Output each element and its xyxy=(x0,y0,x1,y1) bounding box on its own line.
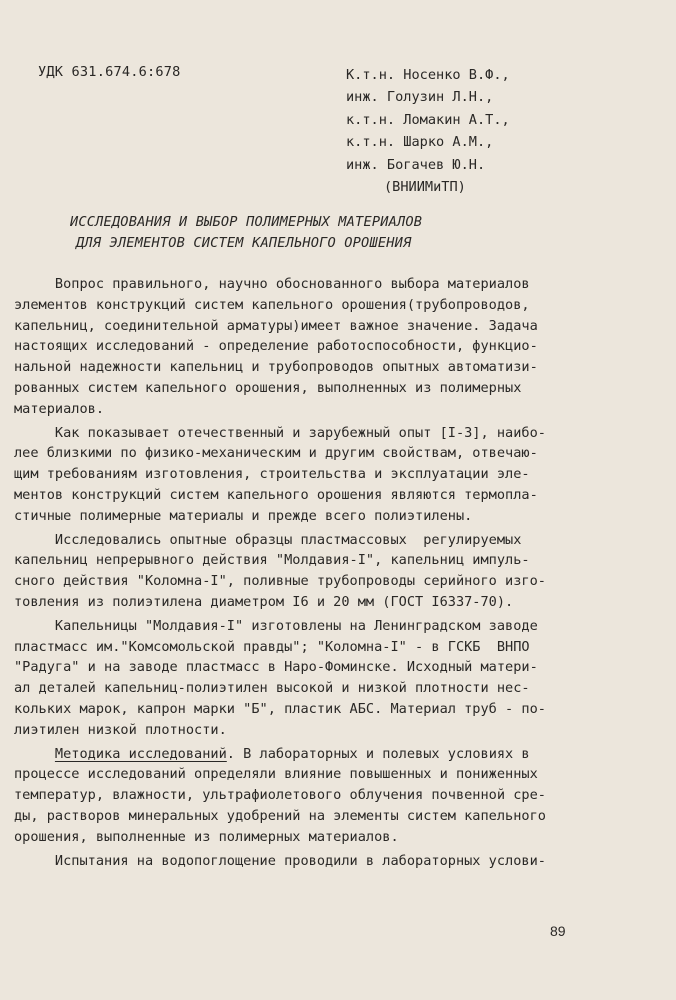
text-line: кольких марок, капрон марки "Б", пластик АБС. Материал труб - по- xyxy=(14,700,546,717)
text-line: пластмасс им."Комсомольской правды"; "Коломна-I" - в ГСКБ ВНПО xyxy=(14,638,530,655)
indent xyxy=(14,746,55,762)
text-line: Как показывает отечественный и зарубежный опыт [I-3], наибо- xyxy=(14,424,546,441)
author-line: к.т.н. Шарко А.М., xyxy=(346,134,494,151)
text-line: Испытания на водопоглощение проводили в лабораторных услови- xyxy=(14,852,546,869)
author-line: инж. Богачев Ю.Н. xyxy=(346,156,486,173)
text-line: лее близкими по физико-механическим и другим свойствам, отвечаю- xyxy=(14,445,538,462)
text-line: элементов конструкций систем капельного орошения(трубопроводов, xyxy=(14,296,530,313)
text-line: стичные полимерные материалы и прежде всего полиэтилены. xyxy=(14,507,473,524)
text-line: процессе исследований определяли влияние повышенных и пониженных xyxy=(14,766,538,783)
text-line: Исследовались опытные образцы пластмассовых регулируемых xyxy=(14,531,522,548)
text-line: ды, растворов минеральных удобрений на элементы систем капельного xyxy=(14,807,546,824)
text-line: настоящих исследований - определение работоспособности, функцио- xyxy=(14,338,538,355)
text-line: орошения, выполненные из полимерных материалов. xyxy=(14,828,399,845)
text-line: нальной надежности капельниц и трубопроводов опытных автоматизи- xyxy=(14,359,538,376)
text-line: сного действия "Коломна-I", поливные трубопроводы серийного изго- xyxy=(14,573,546,590)
text-line: ал деталей капельниц-полиэтилен высокой и низкой плотности нес- xyxy=(14,680,530,697)
text-line: ментов конструкций систем капельного орошения являются термопла- xyxy=(14,486,538,503)
title-line: ДЛЯ ЭЛЕМЕНТОВ СИСТЕМ КАПЕЛЬНОГО ОРОШЕНИЯ xyxy=(76,235,412,251)
title-line: ИССЛЕДОВАНИЯ И ВЫБОР ПОЛИМЕРНЫХ МАТЕРИАЛОВ xyxy=(70,214,423,230)
author-line: К.т.н. Носенко В.Ф., xyxy=(346,67,510,83)
text-line: Капельницы "Молдавия-I" изготовлены на Ленинградском заводе xyxy=(14,617,538,634)
text-line xyxy=(14,744,654,765)
section-heading: Методика исследований xyxy=(54,745,227,762)
text-line: товления из полиэтилена диаметром I6 и 20 мм (ГОСТ I6337-70). xyxy=(14,593,514,610)
article-title xyxy=(70,212,422,254)
text-line: Вопрос правильного, научно обоснованного выбора материалов xyxy=(14,276,530,292)
article-body xyxy=(14,274,654,871)
udc-code: УДК 631.674.6:678 xyxy=(38,64,181,80)
author-line: инж. Голузин Л.Н., xyxy=(346,89,494,106)
heading-continuation: . В лабораторных и полевых условиях в xyxy=(226,745,530,762)
text-line: материалов. xyxy=(14,400,105,417)
text-line: рованных систем капельного орошения, выполненных из полимерных xyxy=(14,379,522,396)
text-line: "Радуга" и на заводе пластмасс в Наро-Фоминске. Исходный матери- xyxy=(14,659,538,676)
page-number: 89 xyxy=(550,923,566,939)
author-line: к.т.н. Ломакин А.Т., xyxy=(346,111,510,128)
text-line: капельниц, соединительной арматуры)имеет важное значение. Задача xyxy=(14,317,538,334)
institution-name: (ВНИИМиТП) xyxy=(384,179,466,196)
text-line: температур, влажности, ультрафиолетового облучения почвенной сре- xyxy=(14,787,546,804)
text-line: капельниц непрерывного действия "Молдавия-I", капельниц импуль- xyxy=(14,552,530,569)
author-list xyxy=(346,64,510,198)
text-line: лиэтилен низкой плотности. xyxy=(14,721,227,738)
text-line: щим требованиям изготовления, строительства и эксплуатации эле- xyxy=(14,466,530,483)
